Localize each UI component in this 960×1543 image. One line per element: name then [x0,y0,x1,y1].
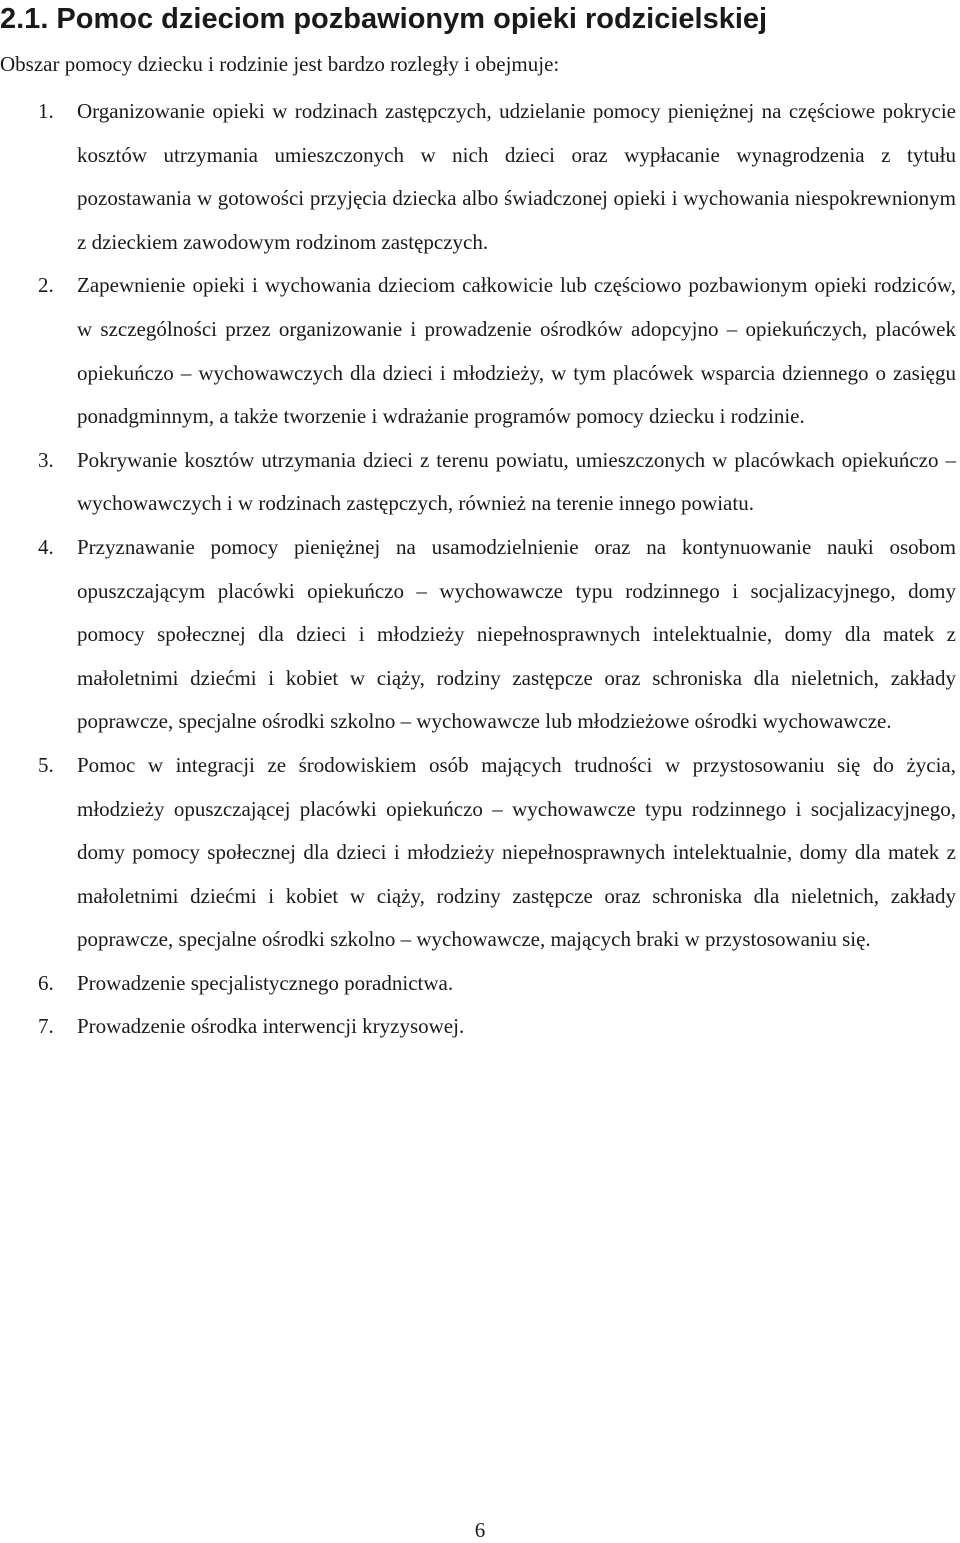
list-item-number: 6. [38,970,54,995]
list-item [0,744,960,962]
list-item-text: Pokrywanie kosztów utrzymania dzieci z terenu powiatu, umieszczonych w placówkach opiekuńczo – wychowawczych i w rodzinach zastępczych, również na terenie innego powiatu. [77,447,956,516]
page-number: 6 [474,1518,486,1542]
list-item-text: Organizowanie opieki w rodzinach zastępczych, udzielanie pomocy pieniężnej na częściowe pokrycie kosztów utrzymania umieszczonych w nich dzieci oraz wypłacanie wynagrodzenia z tytułu pozostawania w gotowości przyjęcia dziecka albo świadczonej opieki i wychowania niespokrewnionym z dzieckiem zawodowym rodzinom zastępczych. [77,99,956,254]
intro-paragraph: Obszar pomocy dziecku i rodzinie jest bardzo rozległy i obejmuje: [0,52,560,76]
list-item-number: 2. [38,273,54,298]
list-item-text: Pomoc w integracji ze środowiskiem osób mających trudności w przystosowaniu się do życia, młodzieży opuszczającej placówki opiekuńczo – wychowawcze typu rodzinnego i socjalizacyjnego, domy pomocy społecznej dla dzieci i młodzieży niepełnosprawnych intelektualnie, domy dla matek z małoletnimi dziećmi i kobiet w ciąży, rodziny zastępcze oraz schroniska dla nieletnich, zakłady poprawcze, specjalne ośrodki szkolno – wychowawcze, mających braki w przystosowaniu się. [77,752,956,952]
list-item [0,962,960,1006]
list-item [0,439,960,526]
list-item-text: Przyznawanie pomocy pieniężnej na usamodzielnienie oraz na kontynuowanie nauki osobom opuszczającym placówki opiekuńczo – wychowawcze typu rodzinnego i socjalizacyjnego, domy pomocy społecznej dla dzieci i młodzieży niepełnosprawnych intelektualnie, domy dla matek z małoletnimi dziećmi i kobiet w ciąży, rodziny zastępcze oraz schroniska dla nieletnich, zakłady poprawcze, specjalne ośrodki szkolno – wychowawcze lub młodzieżowe ośrodki wychowawcze. [77,534,956,734]
list-item [0,264,960,438]
section-heading: 2.1. Pomoc dzieciom pozbawionym opieki rodzicielskiej [0,3,768,35]
list-item [0,526,960,744]
numbered-list [0,90,960,1049]
list-item-text: Zapewnienie opieki i wychowania dzieciom całkowicie lub częściowo pozbawionym opieki rodziców, w szczególności przez organizowanie i prowadzenie ośrodków adopcyjno – opiekuńczych, placówek opiekuńczo – wychowawczych dla dzieci i młodzieży, w tym placówek wsparcia dziennego o zasięgu ponadgminnym, a także tworzenie i wdrażanie programów pomocy dziecku i rodzinie. [77,273,956,429]
list-item-number: 5. [38,752,54,777]
list-item-number: 1. [38,99,54,123]
list-item-number: 3. [38,447,54,472]
list-item-number: 7. [38,1014,54,1039]
list-item [0,1005,960,1049]
list-item [0,90,960,264]
list-item-text: Prowadzenie ośrodka interwencji kryzysowej. [77,1014,465,1039]
list-item-text: Prowadzenie specjalistycznego poradnictwa. [77,970,454,995]
list-item-number: 4. [38,534,54,559]
